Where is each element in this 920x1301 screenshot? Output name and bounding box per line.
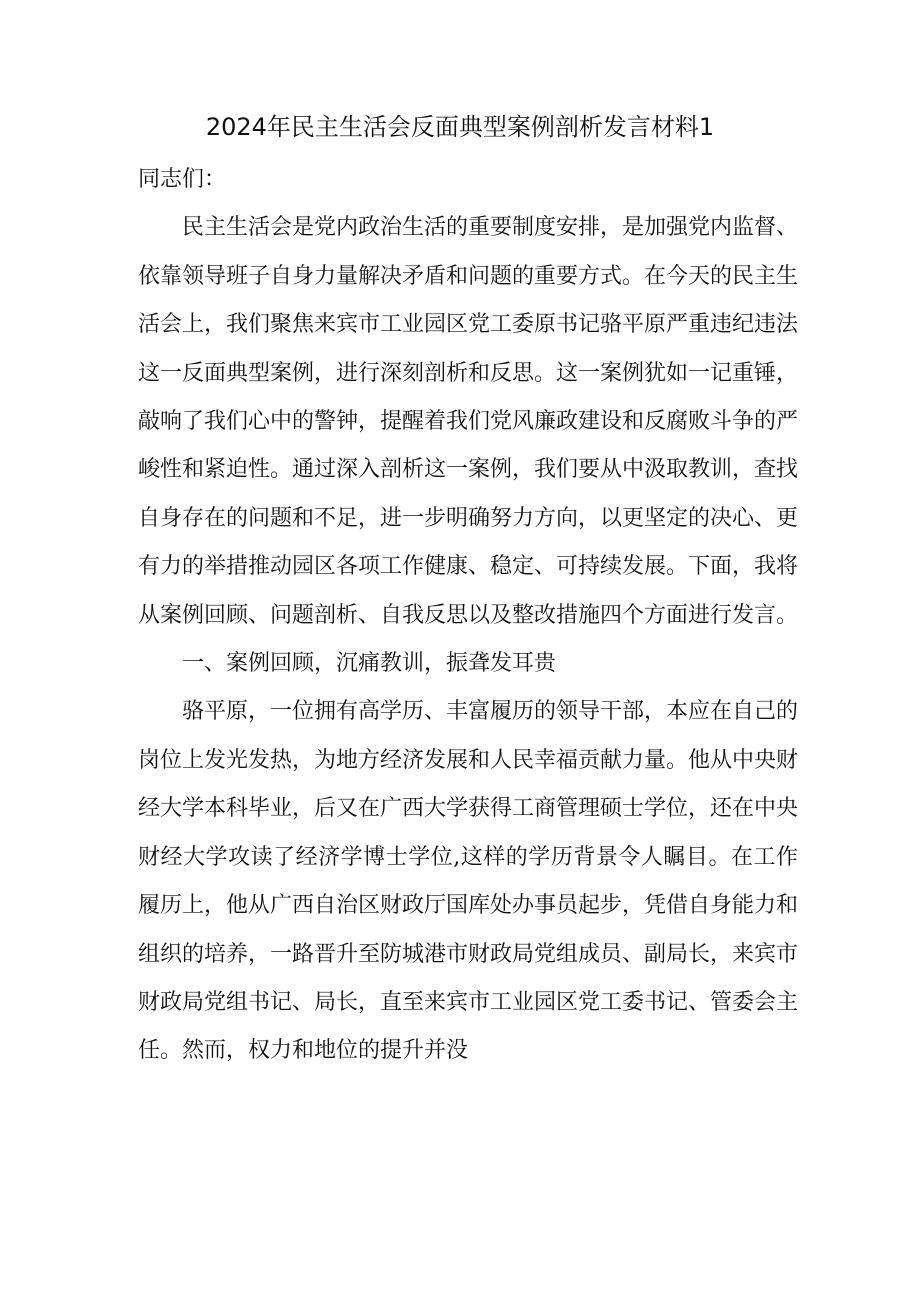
- document-title: 2024年民主生活会反面典型案例剖析发言材料1: [205, 113, 715, 141]
- section-heading-1: 一、案例回顾，沉痛教训，振聋发耳贵: [182, 651, 557, 677]
- paragraph-intro: 民主生活会是党内政治生活的重要制度安排，是加强党内监督、依靠领导班子自身力量解决矛盾和问题的重要方式。在今天的民主生活会上，我们聚焦来宾市工业园区党工委原书记骆平原严重违纪违法这一反面典型案例，进行深刻剖析和反思。这一案例犹如一记重锤，敲响了我们心中的警钟，提醒着我们党风廉政建设和反腐败斗争的严峻性和紧迫性。通过深入剖析这一案例，我们要从中汲取教训，查找自身存在的问题和不足，进一步明确努力方向，以更坚定的决心、更有力的举措推动园区各项工作健康、稳定、可持续发展。下面，我将从案例回顾、问题剖析、自我反思以及整改措施四个方面进行发言。: [138, 215, 799, 628]
- salutation: 同志们：: [138, 167, 227, 192]
- paragraph-case-review: 骆平原，一位拥有高学历、丰富履历的领导干部，本应在自己的岗位上发光发热，为地方经济发展和人民幸福贡献力量。他从中央财经大学本科毕业，后又在广西大学获得工商管理硕士学位，还在中央财经大学攻读了经济学博士学位,这样的学历背景令人瞩目。在工作履历上，他从广西自治区财政厅国库处办事员起步，凭借自身能力和组织的培养，一路晋升至防城港市财政局党组成员、副局长，来宾市财政局党组书记、局长，直至来宾市工业园区党工委书记、管委会主任。然而，权力和地位的提升并没: [138, 699, 799, 1064]
- document-body: [138, 156, 798, 1076]
